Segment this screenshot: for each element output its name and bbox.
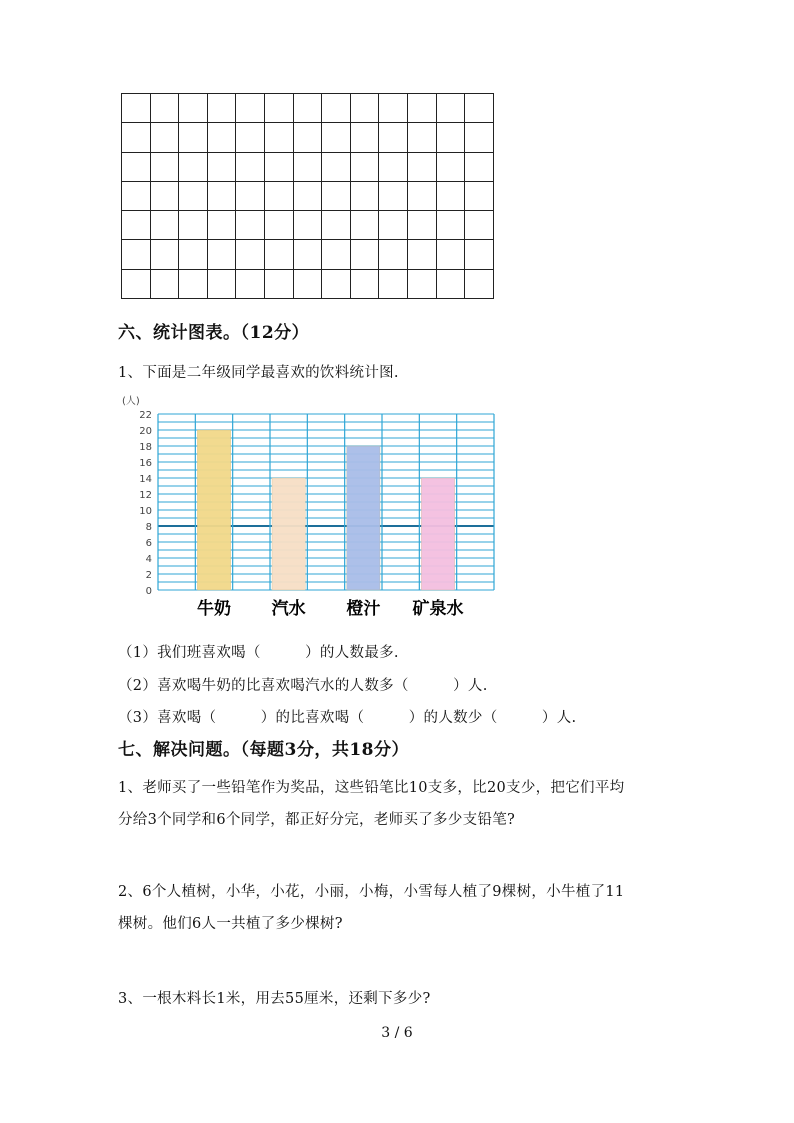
grid-cell — [264, 269, 293, 298]
y-tick-label: 6 — [145, 538, 152, 549]
grid-cell — [465, 269, 494, 298]
grid-cell — [122, 123, 151, 152]
grid-cell — [122, 269, 151, 298]
grid-cell — [465, 152, 494, 181]
grid-cell — [207, 269, 236, 298]
category-label: 矿泉水 — [412, 599, 464, 619]
grid-cell — [236, 269, 265, 298]
y-tick-label: 12 — [139, 490, 152, 501]
grid-cell — [465, 240, 494, 269]
grid-cell — [122, 181, 151, 210]
grid-cell — [436, 181, 465, 210]
grid-cell — [150, 152, 179, 181]
grid-cell — [179, 123, 208, 152]
grid-cell — [407, 269, 436, 298]
grid-cell — [207, 240, 236, 269]
question-1-intro: 1、下面是二年级同学最喜欢的饮料统计图. — [118, 365, 399, 381]
problem-3: 3、一根木料长1米，用去55厘米，还剩下多少? — [118, 991, 431, 1007]
grid-cell — [150, 123, 179, 152]
problem-1-line-1: 1、老师买了一些铅笔作为奖品，这些铅笔比10支多，比20支少，把它们平均 — [118, 780, 625, 796]
grid-cell — [264, 94, 293, 123]
grid-cell — [465, 181, 494, 210]
grid-cell — [236, 94, 265, 123]
grid-cell — [322, 181, 351, 210]
grid-cell — [322, 123, 351, 152]
grid-cell — [264, 211, 293, 240]
grid-cell — [207, 211, 236, 240]
grid-cell — [207, 123, 236, 152]
problem-2-line-2: 棵树。他们6人一共植了多少棵树? — [118, 916, 343, 932]
bar — [197, 430, 230, 590]
grid-cell — [150, 240, 179, 269]
grid-cell — [322, 269, 351, 298]
grid-cell — [179, 152, 208, 181]
bar — [272, 478, 305, 590]
grid-cell — [264, 123, 293, 152]
grid-cell — [436, 269, 465, 298]
grid-cell — [407, 181, 436, 210]
section6-title: 六、统计图表。（12分） — [118, 323, 310, 343]
grid-cell — [207, 94, 236, 123]
grid-cell — [350, 94, 379, 123]
grid-cell — [236, 240, 265, 269]
grid-cell — [264, 181, 293, 210]
grid-row — [122, 211, 494, 240]
grid-cell — [350, 152, 379, 181]
grid-cell — [122, 211, 151, 240]
grid-cell — [150, 181, 179, 210]
grid-row — [122, 123, 494, 152]
y-tick-label: 20 — [139, 426, 152, 437]
grid-row — [122, 181, 494, 210]
y-tick-label: 2 — [145, 570, 152, 581]
grid-cell — [379, 211, 408, 240]
grid-cell — [293, 269, 322, 298]
grid-cell — [179, 94, 208, 123]
sub-question-1: （1）我们班喜欢喝（ ）的人数最多. — [118, 645, 399, 661]
grid-row — [122, 152, 494, 181]
grid-cell — [179, 240, 208, 269]
grid-cell — [436, 152, 465, 181]
grid-cell — [293, 123, 322, 152]
grid-cell — [150, 94, 179, 123]
grid-row — [122, 94, 494, 123]
problem-1-line-2: 分给3个同学和6个同学，都正好分完，老师买了多少支铅笔? — [118, 812, 516, 828]
y-tick-label: 10 — [139, 506, 152, 517]
grid-cell — [293, 211, 322, 240]
grid-cell — [236, 123, 265, 152]
grid-cell — [122, 94, 151, 123]
grid-cell — [379, 181, 408, 210]
grid-cell — [236, 211, 265, 240]
grid-cell — [350, 181, 379, 210]
bar — [421, 478, 454, 590]
grid-cell — [264, 152, 293, 181]
grid-cell — [465, 211, 494, 240]
grid-row — [122, 269, 494, 298]
grid-cell — [179, 181, 208, 210]
grid-cell — [179, 269, 208, 298]
grid-cell — [379, 123, 408, 152]
category-label: 牛奶 — [197, 599, 231, 619]
page-number: 3 / 6 — [381, 1025, 413, 1041]
sub-question-2: （2）喜欢喝牛奶的比喜欢喝汽水的人数多（ ）人. — [118, 678, 488, 694]
grid-cell — [293, 94, 322, 123]
grid-cell — [264, 240, 293, 269]
grid-cell — [207, 181, 236, 210]
grid-cell — [322, 240, 351, 269]
grid-cell — [465, 94, 494, 123]
category-label: 橙汁 — [346, 599, 381, 619]
y-tick-label: 22 — [139, 410, 152, 421]
grid-cell — [436, 240, 465, 269]
grid-cell — [436, 123, 465, 152]
writing-grid — [121, 93, 494, 299]
grid-cell — [122, 152, 151, 181]
y-tick-label: 16 — [139, 458, 152, 469]
grid-cell — [236, 181, 265, 210]
grid-cell — [122, 240, 151, 269]
grid-cell — [350, 269, 379, 298]
drink-bar-chart — [118, 390, 498, 620]
grid-cell — [207, 152, 236, 181]
grid-cell — [407, 94, 436, 123]
grid-cell — [350, 123, 379, 152]
grid-cell — [322, 211, 351, 240]
grid-cell — [407, 152, 436, 181]
section7-title: 七、解决问题。（每题3分，共18分） — [118, 740, 409, 760]
grid-cell — [436, 94, 465, 123]
grid-cell — [379, 240, 408, 269]
sub-question-3: （3）喜欢喝（ ）的比喜欢喝（ ）的人数少（ ）人. — [118, 710, 577, 726]
grid-row — [122, 240, 494, 269]
grid-cell — [436, 211, 465, 240]
grid-cell — [379, 94, 408, 123]
grid-cell — [293, 181, 322, 210]
y-tick-label: 18 — [139, 442, 152, 453]
y-tick-label: 8 — [145, 522, 152, 533]
problem-2-line-1: 2、6个人植树，小华，小花，小丽，小梅，小雪每人植了9棵树，小牛植了11 — [118, 884, 625, 900]
grid-cell — [407, 123, 436, 152]
grid-cell — [293, 240, 322, 269]
y-tick-label: 14 — [139, 474, 152, 485]
grid-cell — [407, 240, 436, 269]
grid-cell — [293, 152, 322, 181]
grid-cell — [465, 123, 494, 152]
grid-cell — [350, 240, 379, 269]
grid-cell — [150, 211, 179, 240]
grid-cell — [236, 152, 265, 181]
grid-cell — [379, 152, 408, 181]
grid-cell — [379, 269, 408, 298]
y-axis-label: (人) — [122, 396, 140, 407]
y-tick-label: 4 — [145, 554, 152, 565]
grid-cell — [322, 152, 351, 181]
grid-cell — [150, 269, 179, 298]
grid-cell — [407, 211, 436, 240]
bar — [347, 446, 380, 590]
grid-cell — [179, 211, 208, 240]
y-tick-label: 0 — [145, 586, 152, 597]
grid-cell — [350, 211, 379, 240]
grid-cell — [322, 94, 351, 123]
category-label: 汽水 — [271, 599, 306, 619]
